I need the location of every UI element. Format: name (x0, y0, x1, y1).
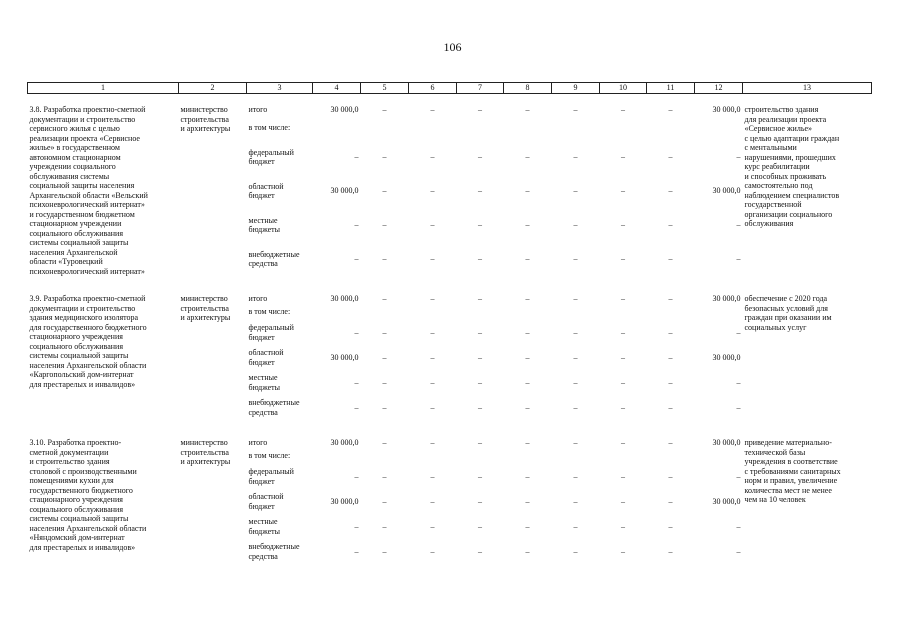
executor-line: и архитектуры (180, 457, 231, 466)
value-col4: 30 000,0 (330, 496, 359, 506)
value-col11 (647, 451, 695, 464)
funding-source: областной бюджет (248, 492, 284, 511)
value-col11: – (668, 546, 673, 556)
column-header-4: 4 (313, 83, 361, 94)
description-line: для престарелых и инвалидов» (29, 379, 136, 389)
value-col11: – (668, 438, 673, 447)
value-col10: – (621, 352, 625, 362)
description-line: и строительство здания (29, 457, 110, 466)
value-col5: – (382, 254, 387, 264)
value-col7 (457, 307, 504, 320)
value-col4: – (354, 377, 359, 387)
activity-description (28, 294, 179, 420)
description-line: социального обслуживания (29, 504, 124, 514)
description-line: стационарного учреждения (29, 332, 123, 341)
value-col11: – (668, 402, 673, 412)
value-col11: – (668, 186, 673, 196)
executor-line: министерство (180, 294, 228, 303)
value-col7: – (478, 377, 482, 387)
description-line: психоневрологический интернат» (29, 266, 145, 276)
table-body (28, 94, 872, 583)
column-header-2: 2 (179, 83, 247, 94)
value-col11: – (668, 152, 673, 162)
value-col12 (695, 123, 743, 141)
column-header-13: 13 (743, 83, 872, 94)
value-col7: – (478, 521, 482, 531)
funding-source: местные бюджеты (248, 517, 281, 536)
value-col12: – (736, 521, 741, 531)
description-line: области «Туровецкий (29, 257, 103, 266)
value-col9: – (573, 152, 578, 162)
program-table (27, 82, 872, 582)
value-col4: – (354, 152, 359, 162)
activity-description (28, 105, 179, 276)
result-line: обеспечение с 2020 года (744, 294, 828, 303)
value-col12: – (736, 546, 741, 556)
table-row (28, 294, 872, 307)
funding-source: федеральный бюджет (248, 467, 294, 486)
value-col8: – (525, 521, 530, 531)
description-line: 3.8. Разработка проектно-сметной (29, 105, 146, 114)
result-line: с требованиями санитарных (744, 466, 841, 476)
value-col9 (552, 123, 600, 141)
value-col10: – (621, 496, 625, 506)
value-col9 (552, 451, 600, 464)
value-col4 (313, 307, 361, 320)
result-line: социальных услуг (744, 322, 807, 332)
value-col4: – (354, 254, 359, 264)
value-col11: – (668, 471, 673, 481)
value-col11: – (668, 496, 673, 506)
value-col6 (409, 123, 457, 141)
value-col12: 30 000,0 (712, 352, 741, 362)
value-col8: – (525, 496, 530, 506)
value-col9: – (573, 471, 578, 481)
value-col11: – (668, 254, 673, 264)
description-line: 3.10. Разработка проектно- (29, 438, 122, 447)
funding-source: областной бюджет (248, 348, 284, 367)
value-col6: – (430, 471, 435, 481)
funding-source: итого (248, 105, 268, 114)
value-col10: – (621, 377, 625, 387)
value-col7: – (478, 152, 482, 162)
expected-result (743, 105, 872, 276)
value-col10 (600, 123, 647, 141)
description-line: «Няндомский дом-интернат (29, 533, 125, 542)
value-col5: – (382, 546, 387, 556)
value-col9: – (573, 377, 578, 387)
value-col9: – (573, 186, 578, 196)
value-col7: – (478, 496, 482, 506)
description-line: сметной документации (29, 447, 109, 457)
description-line: «Каргопольский дом-интернат (29, 370, 134, 379)
value-col10: – (621, 327, 625, 337)
value-col11: – (668, 352, 673, 362)
value-col8 (504, 307, 552, 320)
result-line: курс реабилитации (744, 162, 810, 171)
value-col12: 30 000,0 (712, 438, 741, 447)
description-line: социального обслуживания (29, 228, 124, 238)
value-col9: – (573, 327, 578, 337)
value-col12: 30 000,0 (712, 105, 741, 114)
executor-line: строительства (180, 114, 229, 124)
value-col5: – (382, 352, 387, 362)
value-col4 (313, 451, 361, 464)
result-line: чем на 10 человек (744, 495, 806, 504)
value-col5: – (382, 294, 387, 303)
value-col7: – (478, 438, 482, 447)
value-col8: – (525, 294, 530, 303)
description-line: населения Архангельской (29, 247, 118, 257)
value-col10: – (621, 105, 625, 114)
value-col7: – (478, 352, 482, 362)
value-col8: – (525, 105, 530, 114)
value-col5: – (382, 438, 387, 447)
value-col7 (457, 451, 504, 464)
description-line: столовой с производственными (29, 466, 137, 476)
description-line: и государственном бюджетном (29, 209, 135, 219)
expected-result (743, 438, 872, 564)
value-col4 (313, 123, 361, 141)
value-col10: – (621, 186, 625, 196)
funding-source: федеральный бюджет (248, 323, 294, 342)
executor (179, 105, 247, 276)
description-line: здания медицинского изолятора (29, 313, 139, 322)
value-col7: – (478, 471, 482, 481)
value-col7: – (478, 186, 482, 196)
result-line: самостоятельно под (744, 181, 813, 190)
column-header-9: 9 (552, 83, 600, 94)
funding-source: федеральный бюджет (248, 147, 294, 167)
value-col8: – (525, 152, 530, 162)
header-row (28, 83, 872, 94)
value-col10: – (621, 402, 625, 412)
value-col7: – (478, 294, 482, 303)
result-line: строительство здания (744, 105, 819, 114)
value-col8: – (525, 327, 530, 337)
value-col7: – (478, 546, 482, 556)
column-header-11: 11 (647, 83, 695, 94)
result-line: количества мест не менее (744, 485, 832, 495)
value-col6: – (430, 438, 435, 447)
value-col7: – (478, 105, 482, 114)
value-col6: – (430, 152, 435, 162)
value-col6 (409, 307, 457, 320)
value-col9: – (573, 438, 578, 447)
value-col11: – (668, 105, 673, 114)
value-col5: – (382, 377, 387, 387)
description-line: стационарного учреждения (29, 495, 123, 504)
value-col6: – (430, 496, 435, 506)
result-line: приведение материально- (744, 438, 832, 447)
description-line: реализации проекта «Сервисное (29, 133, 140, 143)
value-col10 (600, 451, 647, 464)
value-col12 (695, 307, 743, 320)
description-line: социального обслуживания (29, 341, 124, 351)
value-col4: 30 000,0 (330, 186, 359, 196)
column-header-5: 5 (361, 83, 409, 94)
result-line: технической базы (744, 447, 806, 457)
funding-source: итого (248, 294, 268, 303)
value-col6: – (430, 254, 435, 264)
value-col12: – (736, 220, 741, 230)
value-col9: – (573, 254, 578, 264)
description-line: государственного бюджетного (29, 485, 133, 495)
description-line: Архангельской области «Вельский (29, 190, 148, 200)
value-col5: – (382, 496, 387, 506)
value-col8: – (525, 186, 530, 196)
value-col11: – (668, 327, 673, 337)
value-col9: – (573, 521, 578, 531)
result-line: для реализации проекта (744, 114, 827, 124)
value-col10: – (621, 152, 625, 162)
result-line: норм и правил, увеличение (744, 476, 838, 485)
funding-source: местные бюджеты (248, 215, 281, 235)
value-col6: – (430, 186, 435, 196)
value-col12: – (736, 402, 741, 412)
value-col8 (504, 123, 552, 141)
value-col4: 30 000,0 (330, 438, 359, 447)
description-line: системы социальной защиты (29, 514, 129, 523)
executor-line: министерство (180, 105, 228, 114)
value-col11 (647, 123, 695, 141)
table-row (28, 438, 872, 451)
value-col4: – (354, 521, 359, 531)
value-col9: – (573, 105, 578, 114)
column-header-7: 7 (457, 83, 504, 94)
value-col11: – (668, 220, 673, 230)
value-col5 (361, 451, 409, 464)
value-col7: – (478, 402, 482, 412)
value-col4: – (354, 327, 359, 337)
funding-source: областной бюджет (248, 181, 284, 201)
description-line: населения Архангельской области (29, 360, 147, 370)
funding-source: местные бюджеты (248, 373, 281, 392)
value-col12: – (736, 327, 741, 337)
executor (179, 294, 247, 420)
value-col8: – (525, 402, 530, 412)
value-col8 (504, 451, 552, 464)
value-col11: – (668, 521, 673, 531)
value-col4: 30 000,0 (330, 105, 359, 114)
value-col8: – (525, 220, 530, 230)
value-col6: – (430, 220, 435, 230)
page-number: 106 (443, 40, 462, 54)
value-col9: – (573, 546, 578, 556)
value-col10: – (621, 254, 625, 264)
description-line: населения Архангельской области (29, 523, 147, 533)
value-col11 (647, 307, 695, 320)
column-header-6: 6 (409, 83, 457, 94)
value-col10 (600, 307, 647, 320)
description-line: учреждении социального (29, 162, 116, 171)
result-line: «Сервисное жилье» (744, 124, 813, 133)
value-col6: – (430, 327, 435, 337)
value-col8: – (525, 471, 530, 481)
value-col5: – (382, 186, 387, 196)
value-col6: – (430, 546, 435, 556)
result-line: и способных проживать (744, 171, 827, 181)
description-line: жилье» в государственном (29, 143, 120, 152)
value-col12 (695, 451, 743, 464)
value-col12: 30 000,0 (712, 294, 741, 303)
table-row (28, 105, 872, 123)
funding-source: внебюджетные средства (248, 542, 300, 561)
result-line: государственной (744, 200, 802, 209)
executor-line: строительства (180, 447, 229, 457)
value-col4: 30 000,0 (330, 352, 359, 362)
value-col12: – (736, 471, 741, 481)
description-line: системы социальной защиты (29, 351, 129, 360)
funding-source: в том числе: (248, 307, 291, 316)
value-col4: 30 000,0 (330, 294, 359, 303)
value-col7: – (478, 254, 482, 264)
value-col4: – (354, 402, 359, 412)
value-col10: – (621, 294, 625, 303)
value-col4: – (354, 546, 359, 556)
value-col9: – (573, 402, 578, 412)
value-col12: 30 000,0 (712, 186, 741, 196)
value-col5: – (382, 220, 387, 230)
value-col6: – (430, 294, 435, 303)
result-line: граждан при оказании им (744, 313, 832, 322)
value-col12: – (736, 152, 741, 162)
executor-line: и архитектуры (180, 124, 231, 133)
value-col6: – (430, 377, 435, 387)
value-col8: – (525, 254, 530, 264)
value-col6: – (430, 352, 435, 362)
funding-source: итого (248, 438, 268, 447)
value-col9: – (573, 496, 578, 506)
description-line: для престарелых и инвалидов» (29, 542, 136, 552)
value-col8: – (525, 352, 530, 362)
value-col5: – (382, 105, 387, 114)
value-col5 (361, 123, 409, 141)
description-line: сервисного жилья с целью (29, 124, 120, 133)
value-col6: – (430, 402, 435, 412)
value-col10: – (621, 521, 625, 531)
value-col9: – (573, 294, 578, 303)
value-col8: – (525, 438, 530, 447)
column-header-10: 10 (600, 83, 647, 94)
description-line: документации и строительство (29, 114, 136, 124)
value-col12: – (736, 377, 741, 387)
result-line: обслуживания (744, 219, 794, 228)
value-col5: – (382, 402, 387, 412)
funding-source: в том числе: (248, 451, 291, 460)
expected-result (743, 294, 872, 420)
description-line: системы социальной защиты (29, 238, 129, 247)
column-header-12: 12 (695, 83, 743, 94)
executor-line: министерство (180, 438, 228, 447)
value-col10: – (621, 438, 625, 447)
description-line: для государственного бюджетного (29, 322, 147, 332)
value-col5: – (382, 471, 387, 481)
result-line: с целью адаптации граждан (744, 133, 840, 143)
executor-line: и архитектуры (180, 313, 231, 322)
value-col11: – (668, 294, 673, 303)
result-line: с ментальными (744, 143, 797, 152)
value-col5 (361, 307, 409, 320)
value-col4: – (354, 220, 359, 230)
value-col7 (457, 123, 504, 141)
value-col6 (409, 451, 457, 464)
column-header-8: 8 (504, 83, 552, 94)
value-col5: – (382, 327, 387, 337)
value-col11: – (668, 377, 673, 387)
description-line: стационарном учреждении (29, 219, 122, 228)
column-header-1: 1 (28, 83, 179, 94)
column-header-3: 3 (247, 83, 313, 94)
value-col5: – (382, 152, 387, 162)
value-col10: – (621, 220, 625, 230)
description-line: обслуживания системы (29, 171, 110, 181)
description-line: документации и строительство (29, 303, 136, 313)
value-col12: 30 000,0 (712, 496, 741, 506)
funding-source: внебюджетные средства (248, 398, 300, 417)
value-col12: – (736, 254, 741, 264)
value-col10: – (621, 471, 625, 481)
result-line: безопасных условий для (744, 303, 828, 313)
value-col6: – (430, 105, 435, 114)
description-line: 3.9. Разработка проектно-сметной (29, 294, 146, 303)
value-col8: – (525, 377, 530, 387)
value-col4: – (354, 471, 359, 481)
result-line: учреждения в соответствие (744, 457, 838, 466)
description-line: социальной защиты населения (29, 181, 135, 190)
executor-line: строительства (180, 303, 229, 313)
value-col7: – (478, 220, 482, 230)
value-col6: – (430, 521, 435, 531)
value-col9: – (573, 352, 578, 362)
value-col10: – (621, 546, 625, 556)
value-col9 (552, 307, 600, 320)
description-line: автономном стационарном (29, 152, 121, 162)
result-line: организации социального (744, 209, 833, 219)
funding-source: в том числе: (248, 122, 291, 132)
value-col8: – (525, 546, 530, 556)
executor (179, 438, 247, 564)
funding-source: внебюджетные средства (248, 249, 300, 269)
description-line: помещениями кухни для (29, 476, 114, 485)
activity-description (28, 438, 179, 564)
value-col5: – (382, 521, 387, 531)
value-col7: – (478, 327, 482, 337)
result-line: наблюдением специалистов (744, 190, 840, 200)
result-line: нарушениями, прошедших (744, 152, 836, 162)
description-line: психоневрологический интернат» (29, 200, 145, 209)
value-col9: – (573, 220, 578, 230)
